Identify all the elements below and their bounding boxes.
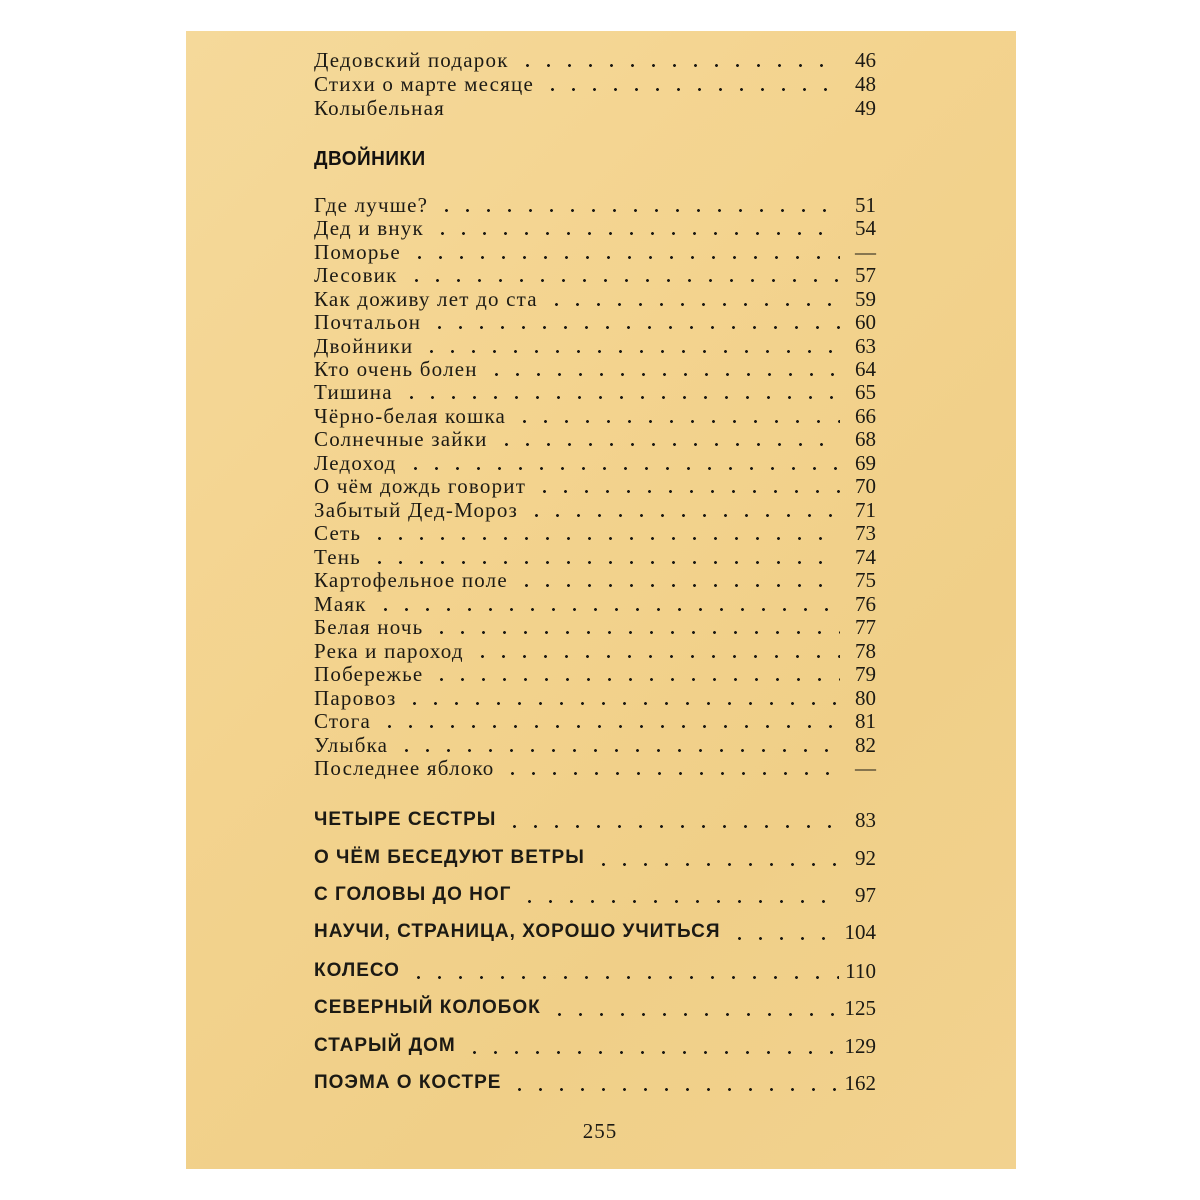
toc-entry-title: Лесовик bbox=[314, 263, 398, 287]
toc-entry-title: Картофельное поле bbox=[314, 568, 508, 592]
toc-major-entry bbox=[314, 1033, 876, 1059]
toc-entry-title: Чёрно-белая кошка bbox=[314, 404, 507, 428]
leader-dots bbox=[486, 373, 840, 376]
toc-entry bbox=[314, 380, 876, 404]
toc-entry-page: 78 bbox=[855, 639, 876, 663]
toc-entry-page: 83 bbox=[855, 808, 876, 832]
toc-major-entry bbox=[314, 958, 876, 984]
toc-entry-title: Почтальон bbox=[314, 310, 422, 334]
toc-entry-title: Улыбка bbox=[314, 733, 389, 757]
toc-entry-title: Паровоз bbox=[314, 686, 397, 710]
toc-entry-title: Солнечные зайки bbox=[314, 427, 488, 451]
toc-entry-page: 75 bbox=[855, 568, 876, 592]
toc-entry-title: Дед и внук bbox=[314, 216, 424, 240]
toc-entry bbox=[314, 427, 876, 451]
toc-entry-page: 77 bbox=[855, 615, 876, 639]
leader-dots bbox=[546, 303, 840, 306]
toc-entry-title: КОЛЕСО bbox=[314, 960, 400, 981]
toc-entry-page: 97 bbox=[855, 883, 876, 907]
leader-dots bbox=[542, 88, 840, 91]
toc-entry-title: Поморье bbox=[314, 240, 401, 264]
toc-entry-page: 48 bbox=[855, 72, 876, 96]
toc-entry-page: 71 bbox=[855, 498, 876, 522]
toc-entry-page: 92 bbox=[855, 846, 876, 870]
leader-dots bbox=[519, 900, 840, 903]
toc-entry bbox=[314, 568, 876, 592]
toc-entry-page: 51 bbox=[855, 193, 876, 217]
leader-dots bbox=[405, 467, 841, 470]
toc-entry-page: 82 bbox=[855, 733, 876, 757]
toc-entry-title: Сеть bbox=[314, 521, 362, 545]
leader-dots bbox=[514, 420, 840, 423]
leader-dots bbox=[431, 678, 840, 681]
toc-entry-page: 162 bbox=[844, 1071, 876, 1095]
toc-entry-title: Дедовский подарок bbox=[314, 48, 509, 72]
toc-entry bbox=[314, 287, 876, 311]
toc-entry-title: Тень bbox=[314, 545, 361, 569]
leader-dots bbox=[401, 396, 840, 399]
toc-entry-page: 76 bbox=[855, 592, 876, 616]
toc-entry bbox=[314, 404, 876, 428]
toc-entry-page: 129 bbox=[844, 1034, 876, 1058]
toc-entry-page: 57 bbox=[855, 263, 876, 287]
toc-entry-title: Как доживу лет до ста bbox=[314, 287, 538, 311]
toc-entry-title: Стога bbox=[314, 709, 372, 733]
toc-entry-title: Стихи о марте месяце bbox=[314, 72, 534, 96]
toc-entry bbox=[314, 686, 876, 710]
toc-major-entry bbox=[314, 807, 876, 833]
leader-dots bbox=[436, 209, 840, 212]
toc-entry-title: Река и пароход bbox=[314, 639, 464, 663]
toc-major-entry bbox=[314, 1070, 876, 1096]
toc-entry-page: 54 bbox=[855, 216, 876, 240]
toc-entry bbox=[314, 334, 876, 358]
leader-dots bbox=[504, 825, 840, 828]
toc-entry-title: О ЧЁМ БЕСЕДУЮТ ВЕТРЫ bbox=[314, 847, 585, 868]
leader-dots bbox=[409, 256, 840, 259]
leader-dots bbox=[729, 937, 839, 940]
toc-entry-page: 110 bbox=[845, 959, 876, 983]
toc-major-entry bbox=[314, 919, 876, 945]
leader-dots bbox=[369, 537, 840, 540]
toc-entry-title: Колыбельная bbox=[314, 96, 445, 120]
toc-entry bbox=[314, 709, 876, 733]
leader-dots bbox=[429, 326, 840, 329]
leader-dots bbox=[534, 490, 840, 493]
toc-entry bbox=[314, 96, 876, 120]
toc-entry-title: Маяк bbox=[314, 592, 367, 616]
toc-entry-title: Белая ночь bbox=[314, 615, 424, 639]
toc-entry bbox=[314, 240, 876, 264]
toc-entry bbox=[314, 498, 876, 522]
toc-entry-page: 64 bbox=[855, 357, 876, 381]
toc-entry-title: СЕВЕРНЫЙ КОЛОБОК bbox=[314, 997, 541, 1018]
toc-entry bbox=[314, 521, 876, 545]
toc-entry-page: 81 bbox=[855, 709, 876, 733]
toc-entry bbox=[314, 615, 876, 639]
leader-dots bbox=[404, 702, 840, 705]
leader-dots bbox=[464, 1051, 839, 1054]
toc-major-entry bbox=[314, 882, 876, 908]
toc-entry bbox=[314, 639, 876, 663]
leader-dots bbox=[369, 561, 840, 564]
toc-entry-page: — bbox=[855, 240, 876, 264]
toc-entry bbox=[314, 545, 876, 569]
toc-entry-title: Побережье bbox=[314, 662, 424, 686]
toc-entry-page: 80 bbox=[855, 686, 876, 710]
toc-major-entry bbox=[314, 845, 876, 871]
toc-entry bbox=[314, 216, 876, 240]
toc-entry bbox=[314, 357, 876, 381]
toc-entry-page: 65 bbox=[855, 380, 876, 404]
leader-dots bbox=[593, 863, 840, 866]
toc-entry bbox=[314, 756, 876, 780]
leader-dots bbox=[509, 1088, 838, 1091]
section-heading: ДВОЙНИКИ bbox=[314, 148, 426, 170]
toc-entry-title: О чём дождь говорит bbox=[314, 474, 527, 498]
toc-entry bbox=[314, 662, 876, 686]
leader-dots bbox=[496, 443, 840, 446]
toc-entry-page: 69 bbox=[855, 451, 876, 475]
toc-entry-title: Забытый Дед-Мороз bbox=[314, 498, 519, 522]
toc-entry bbox=[314, 592, 876, 616]
toc-major-entry bbox=[314, 995, 876, 1021]
leader-dots bbox=[549, 1013, 839, 1016]
toc-entry-title: С ГОЛОВЫ ДО НОГ bbox=[314, 884, 512, 905]
toc-entry-page: 49 bbox=[855, 96, 876, 120]
leader-dots bbox=[375, 608, 840, 611]
toc-entry-page: 68 bbox=[855, 427, 876, 451]
toc-entry-title: Двойники bbox=[314, 334, 414, 358]
toc-entry bbox=[314, 310, 876, 334]
toc-entry-title: ЧЕТЫРЕ СЕСТРЫ bbox=[314, 809, 497, 830]
leader-dots bbox=[472, 655, 840, 658]
leader-dots bbox=[526, 514, 840, 517]
toc-entry-page: 46 bbox=[855, 48, 876, 72]
toc-entry-page: 73 bbox=[855, 521, 876, 545]
toc-entry-page: 74 bbox=[855, 545, 876, 569]
toc-entry-page: 60 bbox=[855, 310, 876, 334]
leader-dots bbox=[396, 749, 840, 752]
toc-entry bbox=[314, 733, 876, 757]
leader-dots bbox=[432, 232, 840, 235]
toc-entry bbox=[314, 72, 876, 96]
leader-dots bbox=[516, 584, 840, 587]
toc-entry-title: Тишина bbox=[314, 380, 393, 404]
toc-entry-page: 79 bbox=[855, 662, 876, 686]
leader-dots bbox=[517, 64, 840, 67]
toc-entry-page: 63 bbox=[855, 334, 876, 358]
toc-entry-title: Последнее яблоко bbox=[314, 756, 495, 780]
leader-dots bbox=[431, 631, 840, 634]
leader-dots bbox=[502, 772, 840, 775]
leader-dots bbox=[379, 725, 840, 728]
toc-entry bbox=[314, 451, 876, 475]
toc-entry-page: 66 bbox=[855, 404, 876, 428]
toc-entry-title: Ледоход bbox=[314, 451, 397, 475]
leader-dots bbox=[421, 350, 840, 353]
toc-entry-title: СТАРЫЙ ДОМ bbox=[314, 1035, 456, 1056]
toc-entry-page: 125 bbox=[844, 996, 876, 1020]
toc-entry bbox=[314, 474, 876, 498]
page-number: 255 bbox=[582, 1119, 618, 1143]
toc-entry-title: ПОЭМА О КОСТРЕ bbox=[314, 1072, 502, 1093]
leader-dots bbox=[406, 279, 840, 282]
toc-entry bbox=[314, 193, 876, 217]
toc-entry-page: 59 bbox=[855, 287, 876, 311]
toc-entry-title: НАУЧИ, СТРАНИЦА, ХОРОШО УЧИТЬСЯ bbox=[314, 921, 721, 942]
toc-entry-page: 104 bbox=[844, 920, 876, 944]
leader-dots bbox=[408, 976, 839, 979]
toc-entry-page: — bbox=[855, 756, 876, 780]
toc-entry-title: Кто очень болен bbox=[314, 357, 478, 381]
toc-entry bbox=[314, 263, 876, 287]
toc-entry-page: 70 bbox=[855, 474, 876, 498]
toc-entry-title: Где лучше? bbox=[314, 193, 429, 217]
toc-entry bbox=[314, 48, 876, 72]
